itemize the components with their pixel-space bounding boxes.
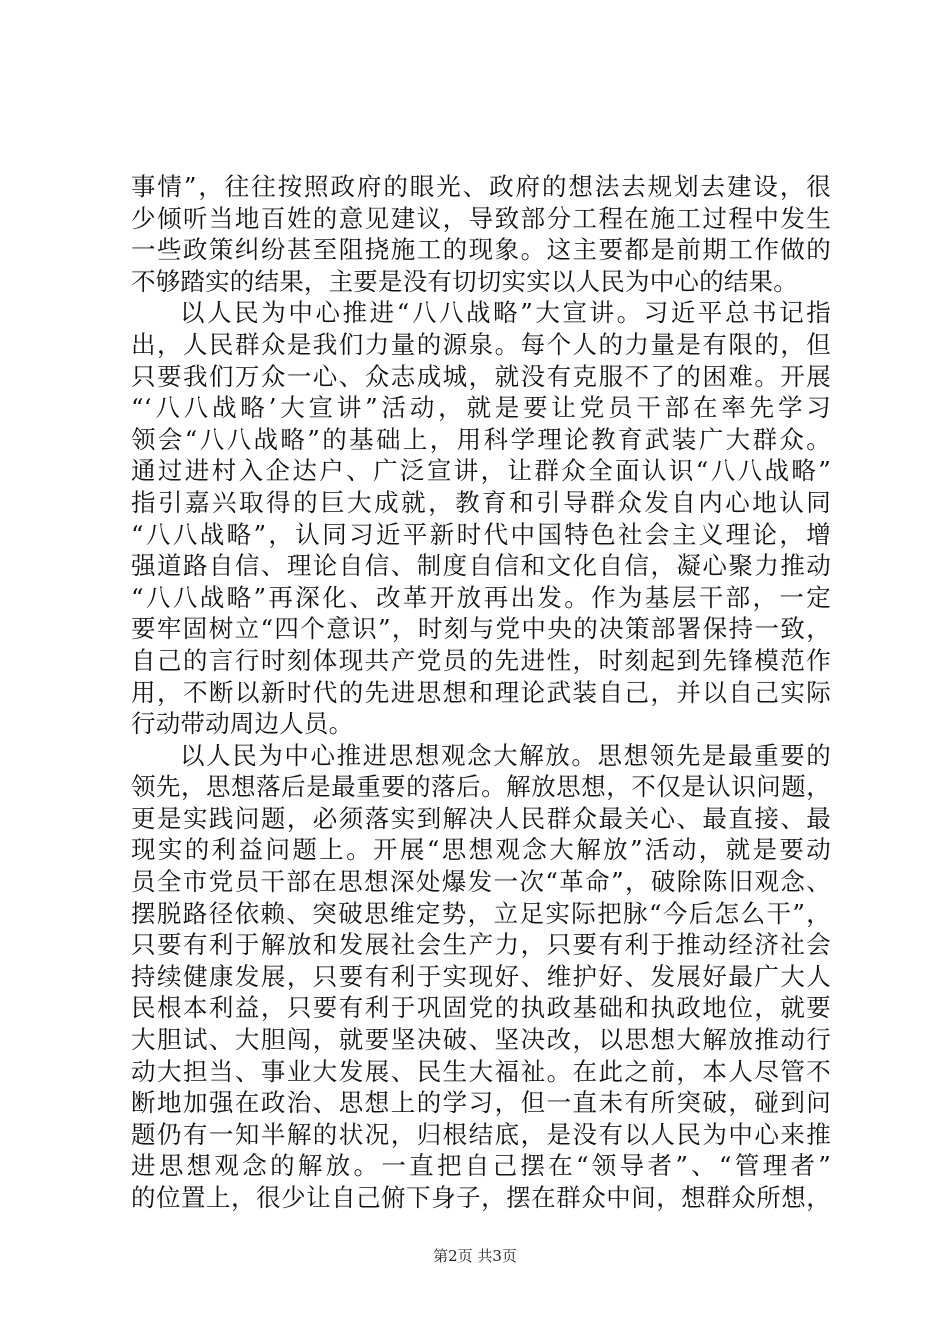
text-line: 强道路自信、理论自信、制度自信和文化自信，凝心聚力推动 xyxy=(131,551,831,581)
text-line: 指引嘉兴取得的巨大成就，教育和引导群众发自内心地认同 xyxy=(131,487,831,517)
text-line: 摆脱路径依赖、突破思维定势，立足实际把脉“今后怎么干”， xyxy=(131,898,831,928)
text-line: 民根本利益，只要有利于巩固党的执政基础和执政地位，就要 xyxy=(131,993,831,1023)
text-line: 题仍有一知半解的状况，归根结底，是没有以人民为中心来推 xyxy=(131,1119,831,1149)
body-text xyxy=(131,171,831,1214)
text-line: 要牢固树立“四个意识”，时刻与党中央的决策部署保持一致， xyxy=(131,614,831,644)
text-line: “八八战略”再深化、改革开放再出发。作为基层干部，一定 xyxy=(131,582,831,612)
text-line: 领先，思想落后是最重要的落后。解放思想，不仅是认识问题， xyxy=(131,772,831,802)
paragraph-start-line: 以人民为中心推进思想观念大解放。思想领先是最重要的 xyxy=(180,740,831,770)
text-line: 动大担当、事业大发展、民生大福祉。在此之前，本人尽管不 xyxy=(131,1056,831,1086)
text-line: 领会“八八战略”的基础上，用科学理论教育武装广大群众。 xyxy=(131,424,831,454)
text-line: 不够踏实的结果，主要是没有切切实实以人民为中心的结果。 xyxy=(131,266,798,296)
page-number-footer: 第2页 共3页 xyxy=(433,1247,517,1265)
text-line: 进思想观念的解放。一直把自己摆在“领导者”、“管理者” xyxy=(131,1151,831,1181)
text-line: “‘八八战略’大宣讲”活动，就是要让党员干部在率先学习 xyxy=(131,393,831,423)
text-line: 的位置上，很少让自己俯下身子，摆在群众中间，想群众所想， xyxy=(131,1183,831,1212)
text-line: 员全市党员干部在思想深处爆发一次“革命”，破除陈旧观念、 xyxy=(131,867,831,897)
text-line: 持续健康发展，只要有利于实现好、维护好、发展好最广大人 xyxy=(131,961,831,991)
text-line: 断地加强在政治、思想上的学习，但一直未有所突破，碰到问 xyxy=(131,1088,831,1118)
text-line: 用，不断以新时代的先进思想和理论武装自己，并以自己实际 xyxy=(131,677,831,707)
text-line: 只要我们万众一心、众志成城，就没有克服不了的困难。开展 xyxy=(131,361,831,391)
text-line: 大胆试、大胆闯，就要坚决破、坚决改，以思想大解放推动行 xyxy=(131,1025,831,1055)
text-line: 少倾听当地百姓的意见建议，导致部分工程在施工过程中发生 xyxy=(131,203,831,233)
text-line: 通过进村入企达户、广泛宣讲，让群众全面认识“八八战略” xyxy=(131,456,831,486)
text-line: 事情”，往往按照政府的眼光、政府的想法去规划去建设，很 xyxy=(131,172,831,201)
text-line: 一些政策纠纷甚至阻挠施工的现象。这主要都是前期工作做的 xyxy=(131,235,831,265)
text-line: 出，人民群众是我们力量的源泉。每个人的力量是有限的，但 xyxy=(131,329,831,359)
text-line: “八八战略”，认同习近平新时代中国特色社会主义理论，增 xyxy=(131,519,831,549)
text-line: 行动带动周边人员。 xyxy=(131,709,354,739)
text-line: 自己的言行时刻体现共产党员的先进性，时刻起到先锋模范作 xyxy=(131,645,831,675)
text-line: 更是实践问题，必须落实到解决人民群众最关心、最直接、最 xyxy=(131,803,831,833)
paragraph-start-line: 以人民为中心推进“八八战略”大宣讲。习近平总书记指 xyxy=(180,298,831,328)
text-line: 现实的利益问题上。开展“思想观念大解放”活动，就是要动 xyxy=(131,835,831,865)
text-line: 只要有利于解放和发展社会生产力，只要有利于推动经济社会 xyxy=(131,930,831,960)
